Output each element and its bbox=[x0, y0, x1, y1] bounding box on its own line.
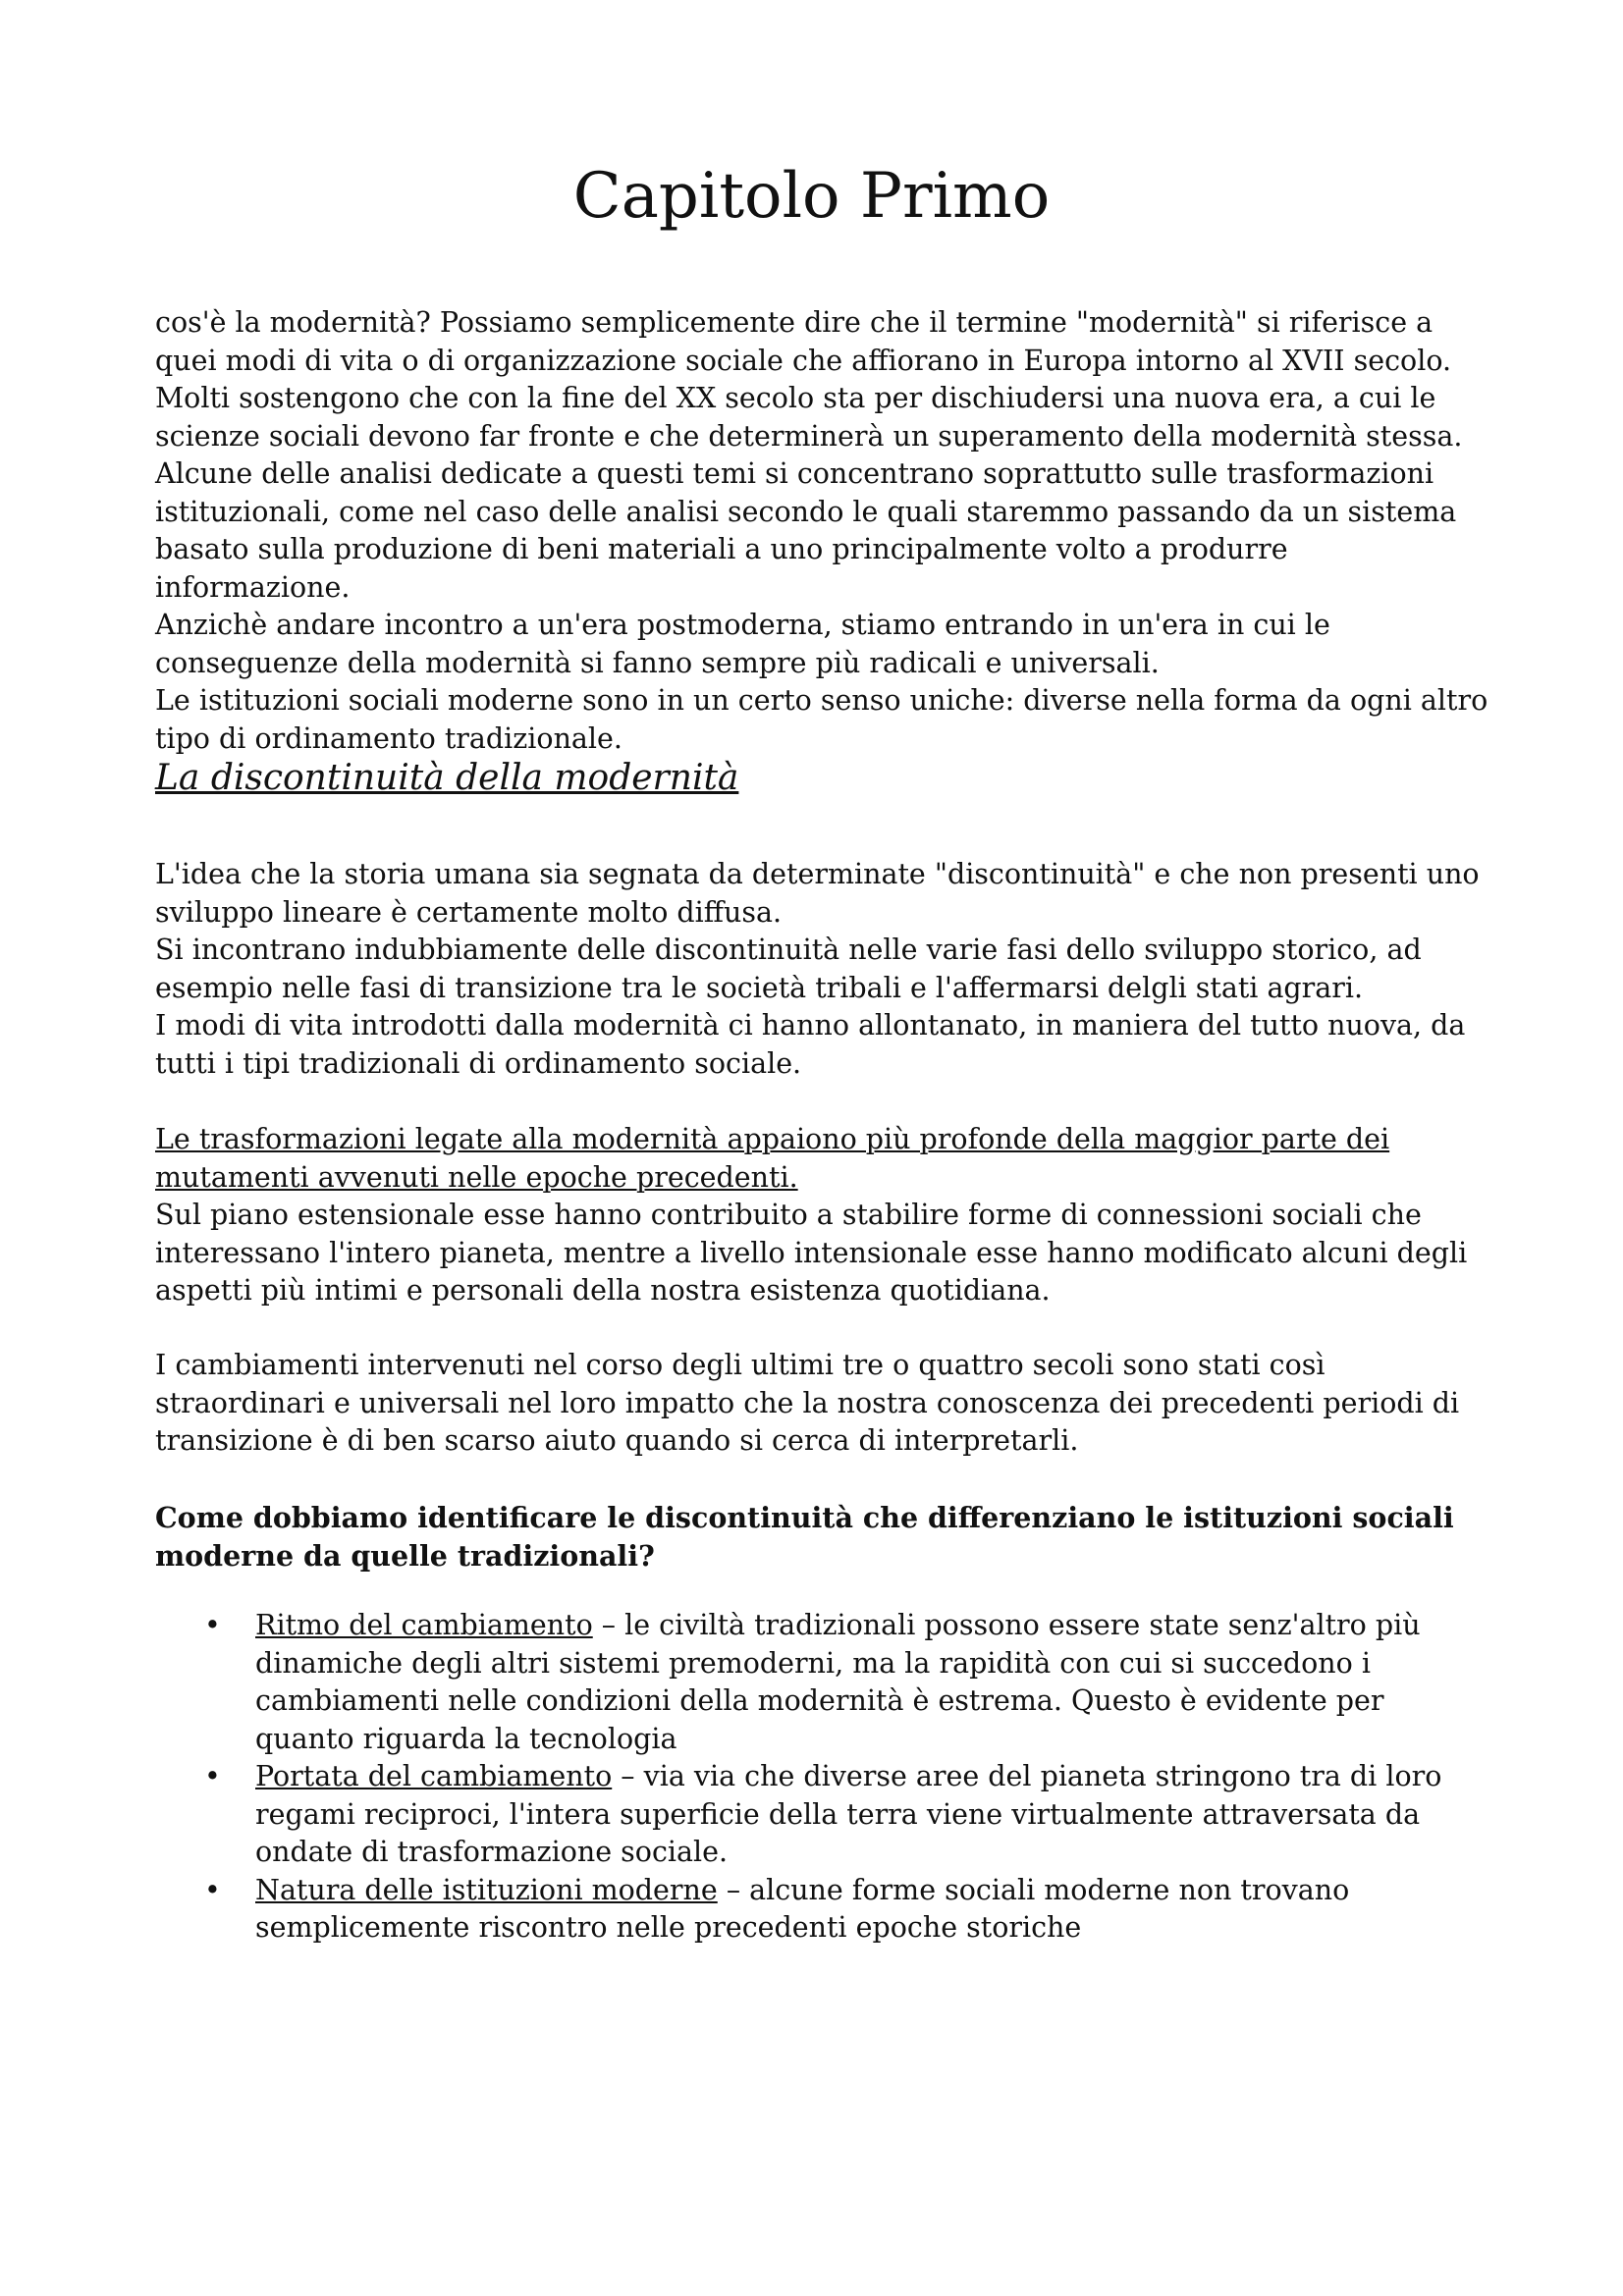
underlined-statement: Le trasformazioni legate alla modernità appaiono più profonde della maggior parte dei mutamenti avvenuti nelle epoche precedenti. bbox=[155, 1123, 1390, 1194]
bullet-term: Natura delle istituzioni moderne bbox=[255, 1873, 718, 1906]
section-heading: La discontinuità della modernità bbox=[155, 758, 739, 798]
page-title: Capitolo Primo bbox=[572, 160, 1051, 233]
section-paragraph: Si incontrano indubbiamente delle discontinuità nelle varie fasi dello sviluppo storico, ad esempio nelle fasi di transizione tra le società tribali e l'affermarsi delgli stati agrari. bbox=[155, 934, 1422, 1004]
intro-section bbox=[155, 304, 1490, 758]
discontinuity-section bbox=[155, 856, 1490, 1083]
question-heading bbox=[155, 1499, 1490, 1575]
intro-paragraph: Le istituzioni sociali moderne sono in un certo senso uniche: diverse nella forma da ogni altro tipo di ordinamento tradizionale. bbox=[155, 684, 1488, 755]
intro-paragraph: Molti sostengono che con la fine del XX secolo sta per dischiudersi una nuova era, a cui le scienze sociali devono far fronte e che determinerà un superamento della modernità stessa. bbox=[155, 382, 1463, 453]
bullet-icon: • bbox=[204, 1760, 221, 1792]
intro-paragraph: Anzichè andare incontro a un'era postmoderna, stiamo entrando in un'era in cui le conseguenze della modernità si fanno sempre più radicali e universali. bbox=[155, 609, 1330, 679]
section-paragraph: I modi di vita introdotti dalla modernità ci hanno allontanato, in maniera del tutto nuova, da tutti i tipi tradizionali di ordinamento sociale. bbox=[155, 1009, 1466, 1080]
bullet-text: – via via che diverse aree del pianeta stringono tra di loro regami reciproci, l'intera superficie della terra viene virtualmente attraversata da ondate di trasformazione sociale. bbox=[255, 1760, 1442, 1868]
bullet-text: – alcune forme sociali moderne non trovano semplicemente riscontro nelle precedenti epoche storiche bbox=[255, 1873, 1350, 1944]
changes-section bbox=[155, 1347, 1490, 1461]
bullet-icon: • bbox=[204, 1873, 221, 1906]
changes-paragraph: I cambiamenti intervenuti nel corso degli ultimi tre o quattro secoli sono stati così straordinari e universali nel loro impatto che la nostra conoscenza dei precedenti periodi di transizione è di ben scarso aiuto quando si cerca di interpretarli. bbox=[155, 1349, 1460, 1457]
transformations-section bbox=[155, 1121, 1490, 1310]
list-item bbox=[155, 1758, 1490, 1872]
bullet-text: – le civiltà tradizionali possono essere state senz'altro più dinamiche degli altri sistemi premoderni, ma la rapidità con cui si succedono i cambiamenti nelle condizioni della modernità è estrema. Questo è evidente per quanto riguarda la tecnologia bbox=[255, 1609, 1421, 1755]
list-item bbox=[155, 1872, 1490, 1948]
intro-paragraph: Alcune delle analisi dedicate a questi temi si concentrano soprattutto sulle trasformazioni istituzionali, come nel caso delle analisi secondo le quali staremmo passando da un sistema basato sulla produzione di beni materiali a uno principalmente volto a produrre informazione. bbox=[155, 457, 1457, 604]
intro-paragraph: cos'è la modernità? Possiamo semplicemente dire che il termine "modernità" si riferisce a quei modi di vita o di organizzazione sociale che affiorano in Europa intorno al XVII secolo. bbox=[155, 306, 1452, 377]
list-item bbox=[155, 1607, 1490, 1758]
question-text: Come dobbiamo identificare le discontinuità che differenziano le istituzioni sociali moderne da quelle tradizionali? bbox=[155, 1501, 1454, 1573]
bullet-term: Portata del cambiamento bbox=[255, 1760, 613, 1792]
bullet-list bbox=[155, 1607, 1490, 1948]
statement-followup: Sul piano estensionale esse hanno contribuito a stabilire forme di connessioni sociali che interessano l'intero pianeta, mentre a livello intensionale esse hanno modificato alcuni degli aspetti più intimi e personali della nostra esistenza quotidiana. bbox=[155, 1199, 1468, 1307]
bullet-icon: • bbox=[204, 1609, 221, 1641]
bullet-term: Ritmo del cambiamento bbox=[255, 1609, 593, 1641]
section-paragraph: L'idea che la storia umana sia segnata da determinate "discontinuità" e che non presenti uno sviluppo lineare è certamente molto diffusa. bbox=[155, 858, 1480, 929]
